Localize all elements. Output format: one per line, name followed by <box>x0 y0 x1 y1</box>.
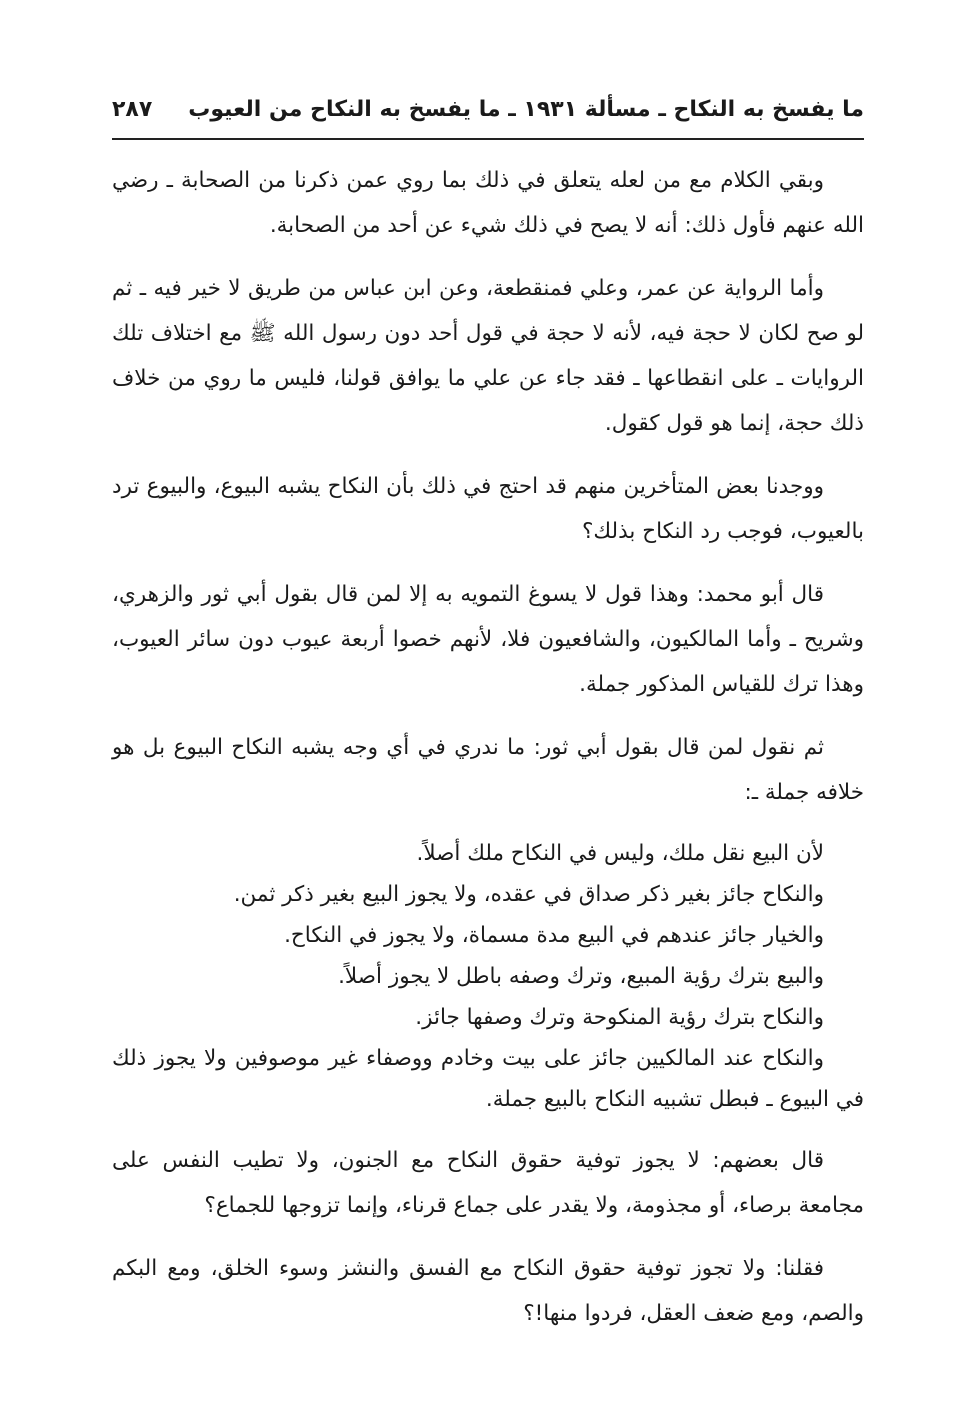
header-rule <box>112 138 864 140</box>
running-title: ما يفسخ به النكاح ـ مسألة ١٩٣١ ـ ما يفسخ به النكاح من العيوب <box>188 96 864 122</box>
list-item: والخيار جائز عندهم في البيع مدة مسماة، ولا يجوز في النكاح. <box>284 923 824 948</box>
list-item: والنكاح عند المالكيين جائز على بيت وخادم ووصفاء غير موصوفين ولا يجوز ذلك في البيوع ـ فبطل تشبيه النكاح بالبيع جملة. <box>112 1046 864 1112</box>
paragraph-6: قال بعضهم: لا يجوز توفية حقوق النكاح مع الجنون، ولا تطيب النفس على مجامعة برصاء، أو مجذومة، ولا يقدر على جماع قرناء، وإنما تزوجها للجماع؟ <box>112 1148 864 1218</box>
paragraph-4: قال أبو محمد: وهذا قول لا يسوغ التمويه به إلا لمن قال بقول أبي ثور والزهري، وشريح ـ وأما المالكيون، والشافعيون فلا، لأنهم خصوا أربعة عيوب دون سائر العيوب، وهذا ترك للقياس المذكور جملة. <box>112 582 864 697</box>
list-item: والبيع بترك رؤية المبيع، وترك وصفه باطل لا يجوز أصلاً. <box>338 964 824 989</box>
list-item: والنكاح جائز بغير ذكر صداق في عقده، ولا يجوز البيع بغير ذكر ثمن. <box>233 882 824 907</box>
paragraph-2: وأما الرواية عن عمر، وعلي فمنقطعة، وعن ابن عباس من طريق لا خير فيه ـ ثم لو صح لكان لا حجة فيه، لأنه لا حجة في قول أحد دون رسول الله ﷺ مع اختلاف تلك الروايات ـ على انقطاعها ـ فقد جاء عن علي ما يوافق قولنا، فليس ما روي من خلاف ذلك حجة، إنما هو قول كقول. <box>112 276 864 436</box>
comparison-list <box>112 833 864 1120</box>
paragraph-7: فقلنا: ولا تجوز توفية حقوق النكاح مع الفسق والنشز وسوء الخلق، ومع البكم والصم، ومع ضعف العقل، فردوا منها!؟ <box>112 1256 864 1326</box>
paragraph-3: ووجدنا بعض المتأخرين منهم قد احتج في ذلك بأن النكاح يشبه البيوع، والبيوع ترد بالعيوب، فوجب رد النكاح بذلك؟ <box>112 474 864 544</box>
list-item: والنكاح بترك رؤية المنكوحة وترك وصفها جائز. <box>415 1005 824 1030</box>
page-number: ٢٨٧ <box>112 96 153 122</box>
running-header <box>112 86 864 132</box>
list-item: لأن البيع نقل ملك، وليس في النكاح ملك أصلاً. <box>416 841 824 866</box>
page-body <box>112 158 864 1354</box>
paragraph-5: ثم نقول لمن قال بقول أبي ثور: ما ندري في أي وجه يشبه النكاح البيوع بل هو خلافه جملة ـ: <box>112 735 864 805</box>
paragraph-1: وبقي الكلام مع من لعله يتعلق في ذلك بما روي عمن ذكرنا من الصحابة ـ رضي الله عنهم فأول ذلك: أنه لا يصح في ذلك شيء عن أحد من الصحابة. <box>112 168 864 238</box>
